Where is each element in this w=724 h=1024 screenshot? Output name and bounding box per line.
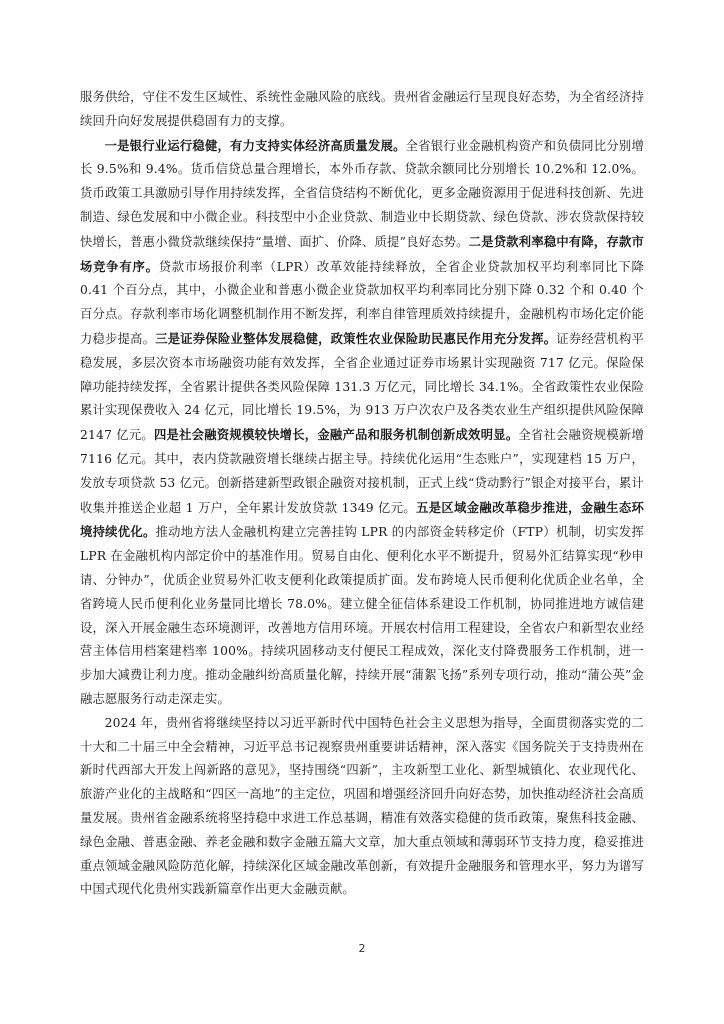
heading-securities-insurance: 三是证券保险业整体发展稳健，政策性农业保险助民惠民作用充分发挥。: [155, 330, 557, 346]
heading-interest-rate: 二是贷款利率稳中有降，存款市场竞争有序。: [80, 233, 644, 274]
paragraph-developments: [80, 134, 644, 712]
text-interest-rate: 贷款市场报价利率（LPR）改革效能持续释放，全省企业贷款加权平均利率同比下降 0.41 个百分点，其中，小微企业和普惠小微企业贷款加权平均利率同比分别下降 0.32 个和 0.40 个百分点。存款利率市场化调整机制作用不断发挥，利率自律管理质效持续提升，金融机构市场化定价能力稳步提高。: [80, 259, 644, 346]
heading-social-financing: 四是社会融资规模较快增长，金融产品和服务机制创新成效明显。: [153, 427, 519, 443]
heading-banking: 一是银行业运行稳健，有力支持实体经济高质量发展。: [104, 137, 406, 153]
heading-regional-reform: 五是区域金融改革稳步推进，金融生态环境持续优化。: [80, 499, 644, 540]
paragraph-outlook-2024: 2024 年，贵州省将继续坚持以习近平新时代中国特色社会主义思想为指导，全面贯彻落实党的二十大和二十届三中全会精神，习近平总书记视察贵州重要讲话精神，深入落实《国务院关于支持贵州在新时代西部大开发上闯新路的意见》，坚持围绕“四新”，主攻新型工业化、新型城镇化、农业现代化、旅游产业化的主战略和“四区一高地”的主定位，巩固和增强经济回升向好态势，加快推动经济社会高质量发展。贵州省金融系统将坚持稳中求进工作总基调，精准有效落实稳健的货币政策，聚焦科技金融、绿色金融、普惠金融、养老金融和数字金融五篇大文章，加大重点领域和薄弱环节支持力度，稳妥推进重点领域金融风险防范化解，持续深化区域金融改革创新，有效提升金融服务和管理水平，努力为谱写中国式现代化贵州实践新篇章作出更大金融贡献。: [80, 715, 644, 897]
paragraph-continuation: 服务供给，守住不发生区域性、系统性金融风险的底线。贵州省金融运行呈现良好态势，为全省经济持续回升向好发展提供稳固有力的支撑。: [80, 90, 644, 128]
page-number: 2: [358, 942, 366, 955]
body-text: [80, 86, 644, 902]
text-banking: 全省银行业金融机构资产和负债同比分别增长 9.5%和 9.4%。货币信贷总量合理增长，本外币存款、贷款余额同比分别增长 10.2%和 12.0%。货币政策工具激励引导作用持续发挥，全省信贷结构不断优化，更多金融资源用于促进科技创新、先进制造、绿色发展和中小微企业。科技型中小企业贷款、制造业中长期贷款、绿色贷款、涉农贷款保持较快增长，普惠小微贷款继续保持“量增、面扩、价降、质提”良好态势。: [80, 138, 644, 249]
text-securities-insurance: 证券经营机构平稳发展，多层次资本市场融资功能有效发挥，全省企业通过证券市场累计实现融资 717 亿元。保险保障功能持续发挥，全省累计提供各类风险保障 131.3 万亿元，同比增长 34.1%。全省政策性农业保险累计实现保费收入 24 亿元，同比增长 19.5%，为 913 万户次农户及各类农业生产组织提供风险保障 2147 亿元。: [80, 331, 644, 443]
text-regional-reform: 推动地方法人金融机构建立完善挂钩 LPR 的内部资金转移定价（FTP）机制，切实发挥 LPR 在金融机构内部定价中的基准作用。贸易自由化、便利化水平不断提升，贸易外汇结算实现“秒申请、分钟办”，优质企业贸易外汇收支便利化政策提质扩面。发布跨境人民币便利化优质企业名单，全省跨境人民币便利化业务量同比增长 78.0%。建立健全征信体系建设工作机制，协同推进地方诚信建设，深入开展金融生态环境测评，改善地方信用环境。开展农村信用工程建设，全省农户和新型农业经营主体信用档案建档率 100%。持续巩固移动支付便民工程成效，深化支付降费服务工作机制，进一步加大减费让利力度。推动金融纠纷高质量化解，持续开展“蒲絮飞扬”系列专项行动，推动“蒲公英”金融志愿服务行动走深走实。: [80, 525, 644, 706]
text-social-financing: 全省社会融资规模新增 7116 亿元。其中，表内贷款融资增长继续占据主导。持续优化运用“生态账户”，实现建档 15 万户，发放专项贷款 53 亿元。创新搭建新型政银企融资对接机制，正式上线“贷动黔行”银企对接平台，累计收集并推送企业超 1 万户，全年累计发放贷款 1349 亿元。: [80, 428, 644, 515]
